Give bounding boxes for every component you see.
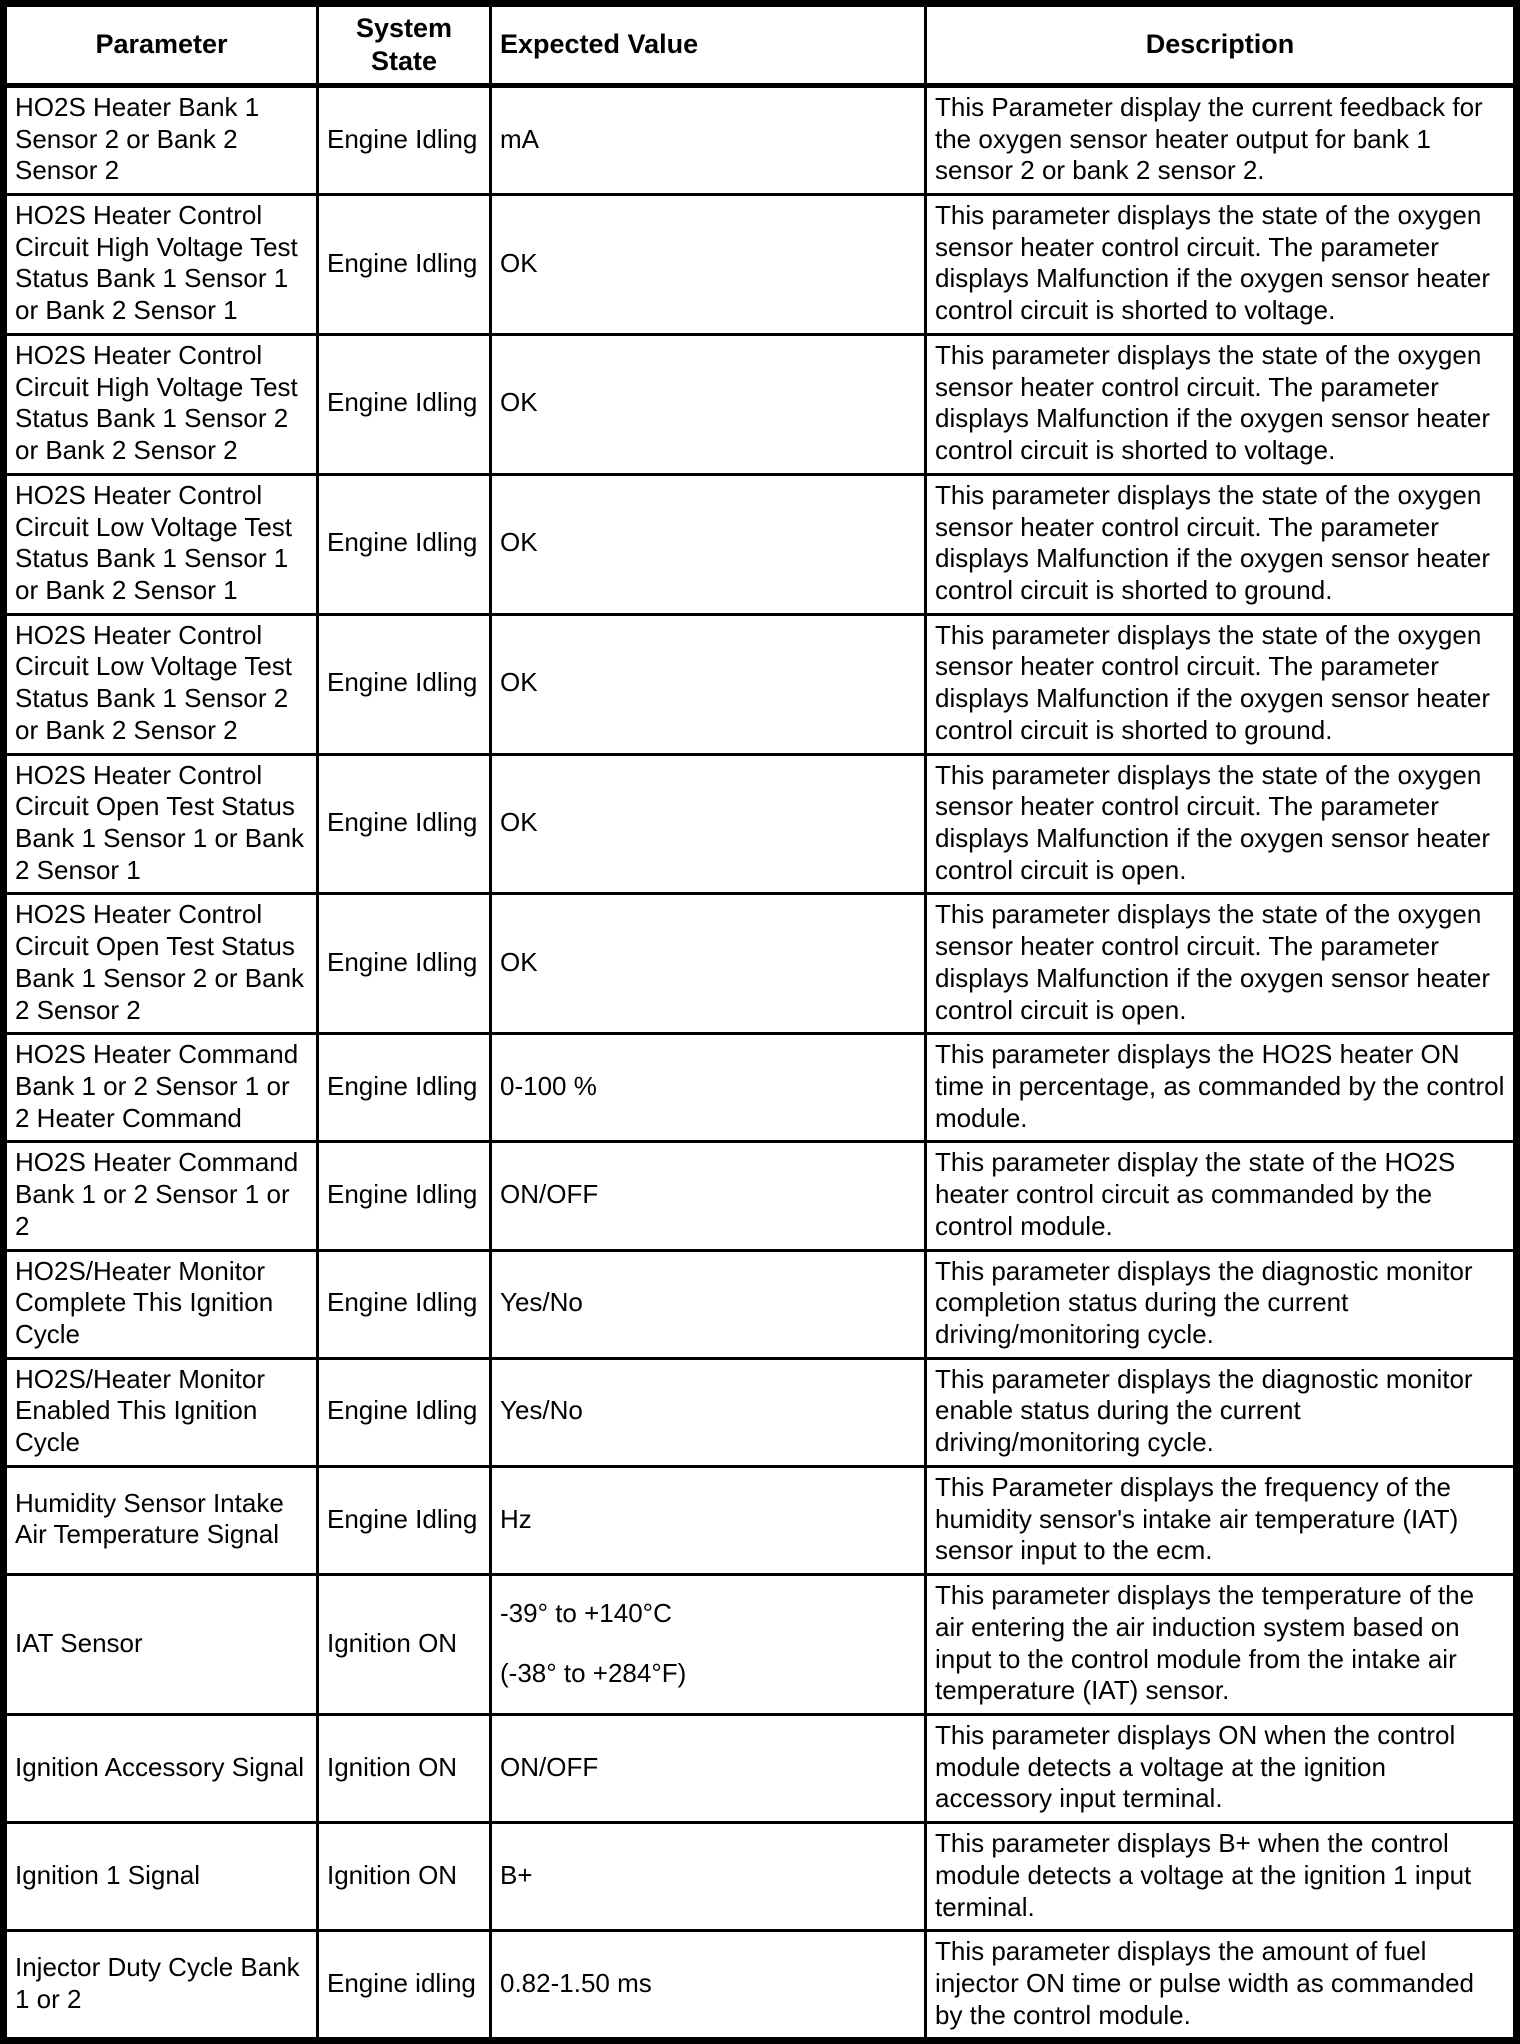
table-row — [4, 1142, 1517, 1250]
table-row — [4, 1034, 1517, 1142]
table-row — [4, 474, 1517, 614]
description-cell: This parameter displays the state of the oxygen sensor heater control circuit. The parameter displays Malfunction if the oxygen sensor heater control circuit is shorted to voltage. — [926, 195, 1517, 335]
system-state-cell: Engine Idling — [318, 1034, 491, 1142]
expected-value-line-2: (-38° to +284°F) — [500, 1657, 687, 1688]
expected-value-cell: OK — [491, 614, 926, 754]
expected-value-cell: Yes/No — [491, 1250, 926, 1358]
expected-value-cell: Hz — [491, 1466, 926, 1574]
parameter-cell: HO2S Heater Control Circuit Open Test Status Bank 1 Sensor 2 or Bank 2 Sensor 2 — [4, 894, 318, 1034]
parameter-cell: HO2S/Heater Monitor Enabled This Ignition Cycle — [4, 1358, 318, 1466]
column-header-parameter: Parameter — [4, 4, 318, 86]
description-cell: This parameter displays the state of the oxygen sensor heater control circuit. The parameter displays Malfunction if the oxygen sensor heater control circuit is open. — [926, 894, 1517, 1034]
parameter-cell: Humidity Sensor Intake Air Temperature Signal — [4, 1466, 318, 1574]
description-cell: This parameter displays B+ when the control module detects a voltage at the ignition 1 input terminal. — [926, 1823, 1517, 1931]
expected-value-cell: Yes/No — [491, 1358, 926, 1466]
expected-value-cell — [491, 1575, 926, 1715]
description-cell: This parameter displays the diagnostic monitor completion status during the current driving/monitoring cycle. — [926, 1250, 1517, 1358]
table-row — [4, 1823, 1517, 1931]
system-state-cell: Engine Idling — [318, 894, 491, 1034]
system-state-cell: Ignition ON — [318, 1575, 491, 1715]
description-cell: This parameter displays the temperature of the air entering the air induction system based on input to the control module from the intake air temperature (IAT) sensor. — [926, 1575, 1517, 1715]
parameter-cell: IAT Sensor — [4, 1575, 318, 1715]
parameter-cell: HO2S Heater Control Circuit Open Test Status Bank 1 Sensor 1 or Bank 2 Sensor 1 — [4, 754, 318, 894]
column-header-description: Description — [926, 4, 1517, 86]
system-state-cell: Engine Idling — [318, 195, 491, 335]
table-row — [4, 894, 1517, 1034]
description-cell: This parameter displays the amount of fuel injector ON time or pulse width as commanded by the control module. — [926, 1931, 1517, 2041]
table-body — [4, 85, 1517, 2041]
expected-value-cell: OK — [491, 195, 926, 335]
description-cell: This parameter displays the diagnostic monitor enable status during the current driving/monitoring cycle. — [926, 1358, 1517, 1466]
table-row — [4, 754, 1517, 894]
table-row — [4, 85, 1517, 194]
description-cell: This parameter displays the state of the oxygen sensor heater control circuit. The parameter displays Malfunction if the oxygen sensor heater control circuit is open. — [926, 754, 1517, 894]
system-state-cell: Ignition ON — [318, 1823, 491, 1931]
parameter-cell: Ignition 1 Signal — [4, 1823, 318, 1931]
description-cell: This parameter displays the state of the oxygen sensor heater control circuit. The parameter displays Malfunction if the oxygen sensor heater control circuit is shorted to ground. — [926, 474, 1517, 614]
expected-value-cell: B+ — [491, 1823, 926, 1931]
expected-value-cell: OK — [491, 334, 926, 474]
description-cell: This parameter displays the HO2S heater ON time in percentage, as commanded by the control module. — [926, 1034, 1517, 1142]
parameter-cell: Ignition Accessory Signal — [4, 1714, 318, 1822]
table-row — [4, 1466, 1517, 1574]
parameter-cell: HO2S Heater Control Circuit High Voltage Test Status Bank 1 Sensor 1 or Bank 2 Sensor 1 — [4, 195, 318, 335]
expected-value-cell: 0-100 % — [491, 1034, 926, 1142]
parameter-cell: HO2S/Heater Monitor Complete This Ignition Cycle — [4, 1250, 318, 1358]
table-row — [4, 1931, 1517, 2041]
parameter-cell: HO2S Heater Command Bank 1 or 2 Sensor 1 or 2 Heater Command — [4, 1034, 318, 1142]
expected-value-cell: ON/OFF — [491, 1714, 926, 1822]
expected-value-cell: ON/OFF — [491, 1142, 926, 1250]
table-row — [4, 1250, 1517, 1358]
table-row — [4, 1575, 1517, 1715]
table-row — [4, 1358, 1517, 1466]
description-cell: This parameter displays the state of the oxygen sensor heater control circuit. The parameter displays Malfunction if the oxygen sensor heater control circuit is shorted to ground. — [926, 614, 1517, 754]
expected-value-cell: OK — [491, 474, 926, 614]
expected-value-line-1: -39° to +140°C — [500, 1597, 672, 1628]
parameter-cell: HO2S Heater Control Circuit Low Voltage Test Status Bank 1 Sensor 1 or Bank 2 Sensor 1 — [4, 474, 318, 614]
description-cell: This parameter displays ON when the control module detects a voltage at the ignition accessory input terminal. — [926, 1714, 1517, 1822]
expected-value-cell: mA — [491, 85, 926, 194]
system-state-cell: Engine Idling — [318, 614, 491, 754]
system-state-cell: Engine Idling — [318, 754, 491, 894]
column-header-expected-value: Expected Value — [491, 4, 926, 86]
column-header-system-state: System State — [318, 4, 491, 86]
description-cell: This Parameter displays the frequency of the humidity sensor's intake air temperature (IAT) sensor input to the ecm. — [926, 1466, 1517, 1574]
parameter-cell: HO2S Heater Control Circuit High Voltage Test Status Bank 1 Sensor 2 or Bank 2 Sensor 2 — [4, 334, 318, 474]
expected-value-cell: 0.82-1.50 ms — [491, 1931, 926, 2041]
description-cell: This Parameter display the current feedback for the oxygen sensor heater output for bank 1 sensor 2 or bank 2 sensor 2. — [926, 85, 1517, 194]
parameter-cell: Injector Duty Cycle Bank 1 or 2 — [4, 1931, 318, 2041]
expected-value-cell: OK — [491, 894, 926, 1034]
system-state-cell: Engine Idling — [318, 85, 491, 194]
table-row — [4, 614, 1517, 754]
table-header — [4, 4, 1517, 86]
system-state-cell: Engine Idling — [318, 1250, 491, 1358]
parameter-cell: HO2S Heater Control Circuit Low Voltage Test Status Bank 1 Sensor 2 or Bank 2 Sensor 2 — [4, 614, 318, 754]
system-state-cell: Engine Idling — [318, 1358, 491, 1466]
system-state-cell: Engine Idling — [318, 474, 491, 614]
system-state-cell: Engine idling — [318, 1931, 491, 2041]
table-row — [4, 195, 1517, 335]
expected-value-cell: OK — [491, 754, 926, 894]
system-state-cell: Engine Idling — [318, 1142, 491, 1250]
parameter-cell: HO2S Heater Bank 1 Sensor 2 or Bank 2 Sensor 2 — [4, 85, 318, 194]
description-cell: This parameter displays the state of the oxygen sensor heater control circuit. The parameter displays Malfunction if the oxygen sensor heater control circuit is shorted to voltage. — [926, 334, 1517, 474]
system-state-cell: Ignition ON — [318, 1714, 491, 1822]
parameter-cell: HO2S Heater Command Bank 1 or 2 Sensor 1 or 2 — [4, 1142, 318, 1250]
table-row — [4, 334, 1517, 474]
system-state-cell: Engine Idling — [318, 1466, 491, 1574]
system-state-cell: Engine Idling — [318, 334, 491, 474]
table-row — [4, 1714, 1517, 1822]
header-row — [4, 4, 1517, 86]
description-cell: This parameter display the state of the HO2S heater control circuit as commanded by the control module. — [926, 1142, 1517, 1250]
